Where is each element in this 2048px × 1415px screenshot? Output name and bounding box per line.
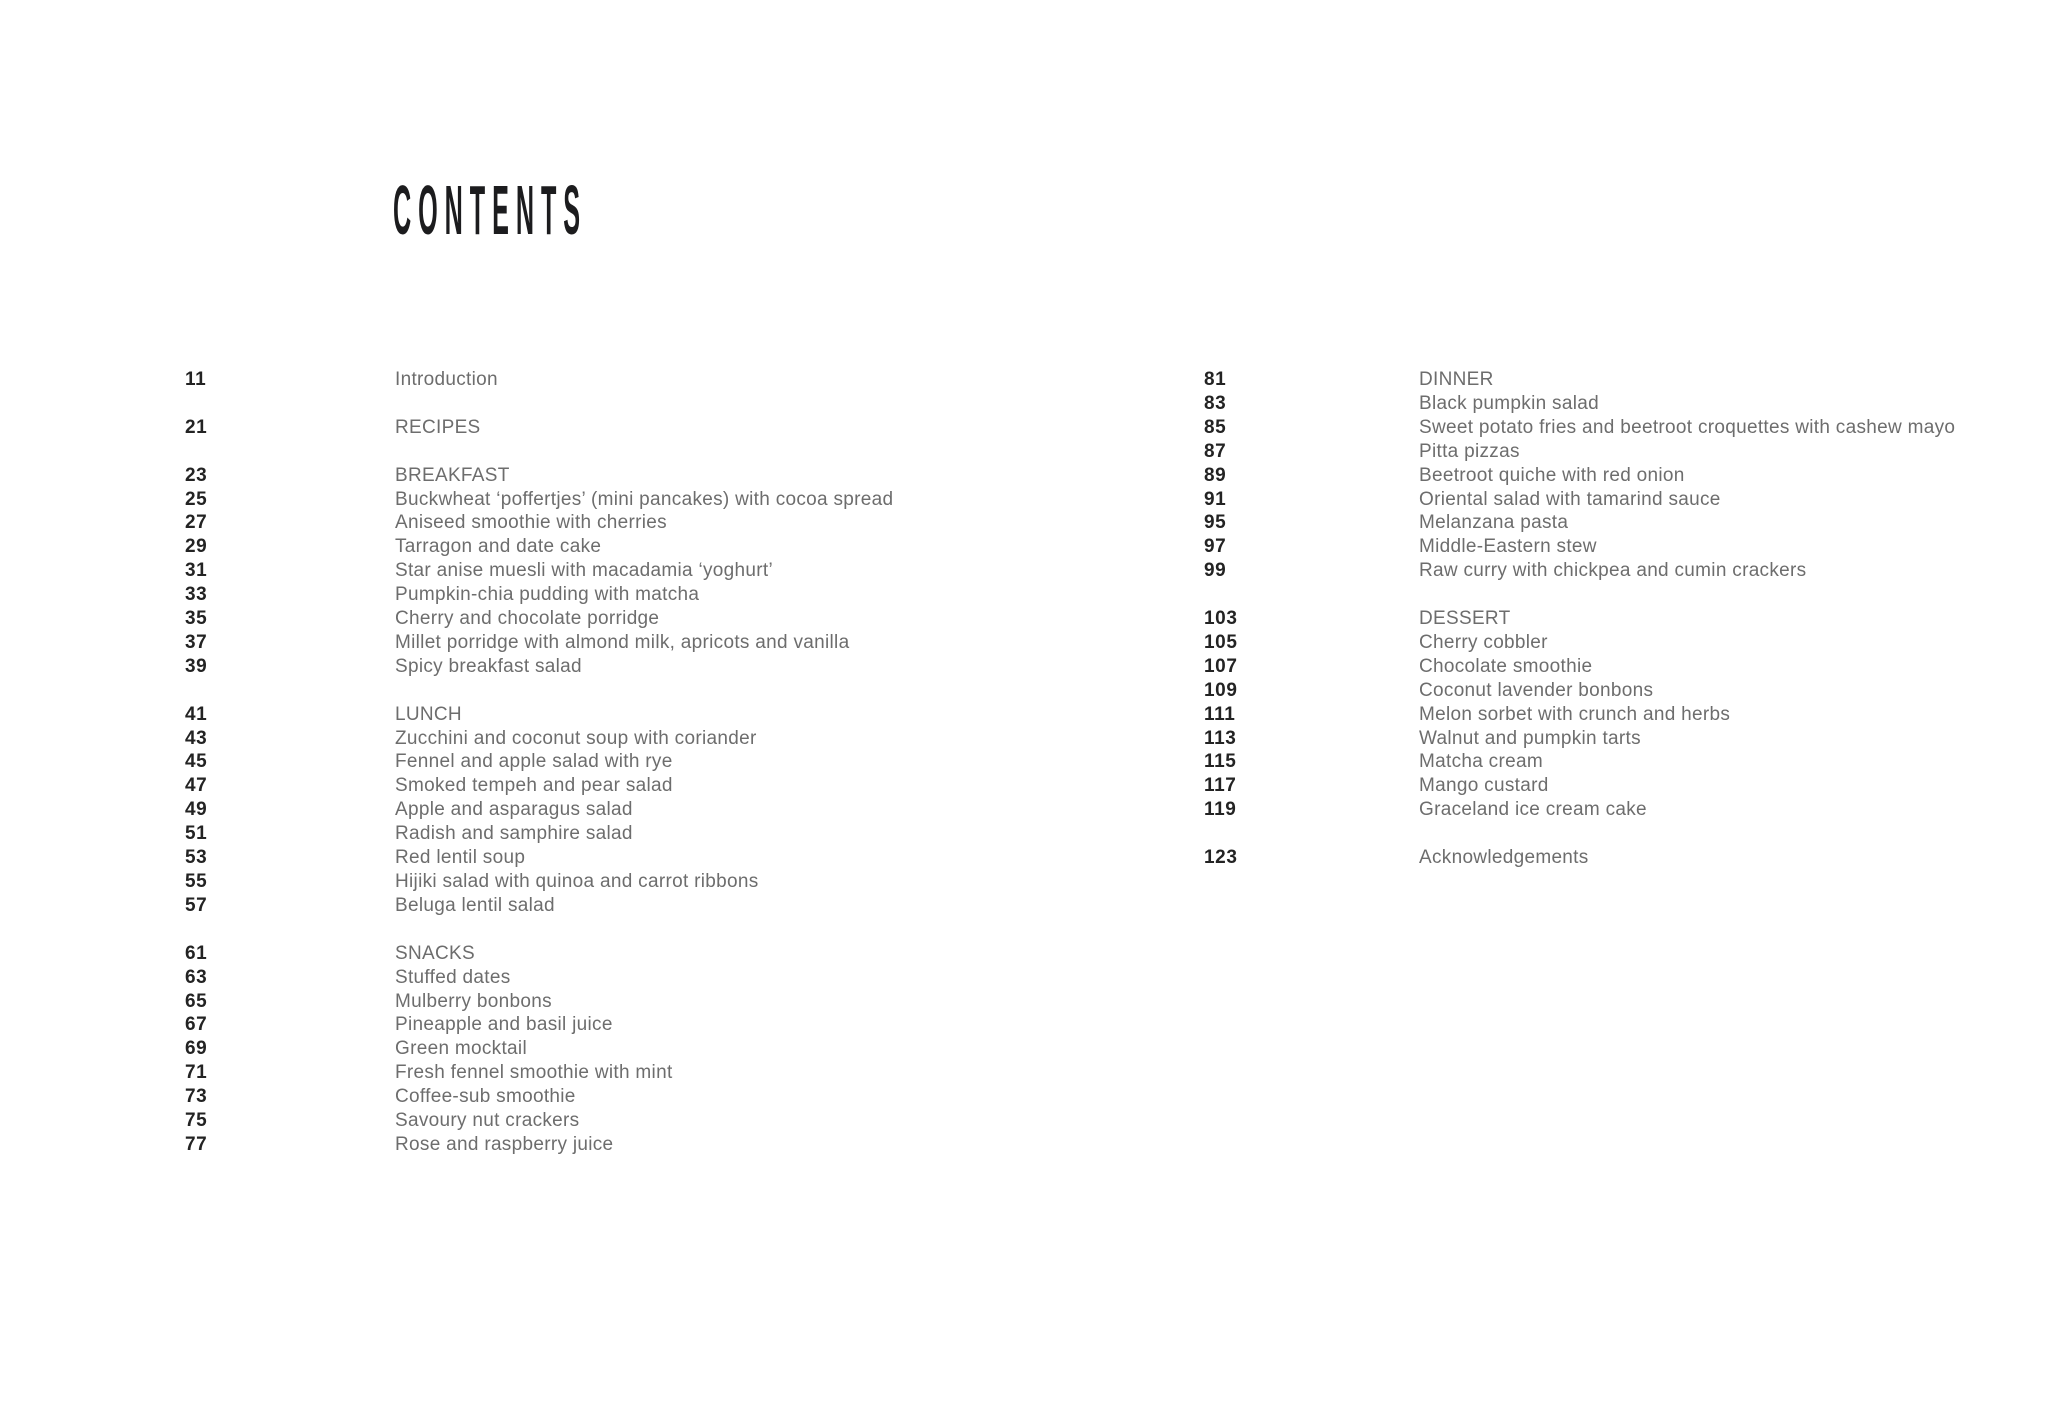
page-number: 51	[185, 823, 208, 845]
page-number: 89	[1204, 464, 1227, 486]
toc-row	[1204, 440, 1955, 464]
toc-row	[1204, 535, 1955, 559]
toc-column-right	[1204, 368, 1955, 870]
toc-entry-label: Oriental salad with tamarind sauce	[1419, 488, 1721, 510]
toc-entry-label: Hijiki salad with quinoa and carrot ribbons	[395, 870, 759, 892]
toc-row	[185, 727, 893, 751]
toc-row	[1204, 464, 1955, 488]
toc-entry-label: Pitta pizzas	[1419, 440, 1520, 462]
toc-entry-label: Pineapple and basil juice	[395, 1014, 613, 1036]
page-number: 47	[185, 775, 208, 797]
page-number: 65	[185, 990, 208, 1012]
page-number: 67	[185, 1014, 208, 1036]
toc-entry-label: Stuffed dates	[395, 966, 511, 988]
page-number: 107	[1204, 655, 1238, 677]
toc-entry-label: Spicy breakfast salad	[395, 655, 582, 677]
toc-entry-label: Raw curry with chickpea and cumin crackers	[1419, 560, 1807, 582]
toc-row	[185, 1061, 893, 1085]
toc-row	[1204, 798, 1955, 822]
page-number: 27	[185, 512, 208, 534]
toc-section-recipes	[185, 416, 893, 440]
page-number: 29	[185, 536, 208, 558]
toc-section-heading: RECIPES	[395, 416, 481, 438]
page-number: 49	[185, 799, 208, 821]
page-number: 61	[185, 942, 208, 964]
toc-entry-label: Middle-Eastern stew	[1419, 536, 1597, 558]
toc-entry-label: Beluga lentil salad	[395, 894, 555, 916]
page-number: 87	[1204, 440, 1227, 462]
toc-entry-label: Melanzana pasta	[1419, 512, 1569, 534]
page-number: 43	[185, 727, 208, 749]
toc-entry-label: Coffee-sub smoothie	[395, 1086, 576, 1108]
toc-entry-label: Aniseed smoothie with cherries	[395, 512, 667, 534]
toc-row	[185, 1013, 893, 1037]
toc-section-breakfast	[185, 464, 893, 679]
toc-entry-label: Sweet potato fries and beetroot croquettes with cashew mayo	[1419, 416, 1956, 438]
toc-row	[1204, 846, 1955, 870]
toc-entry-label: Rose and raspberry juice	[395, 1133, 614, 1155]
page-number: 97	[1204, 536, 1227, 558]
toc-row	[185, 990, 893, 1014]
toc-entry-label: Star anise muesli with macadamia ‘yoghurt’	[395, 560, 773, 582]
page-number: 69	[185, 1038, 208, 1060]
toc-row	[185, 870, 893, 894]
toc-entry-label: Green mocktail	[395, 1038, 527, 1060]
toc-entry-label: Black pumpkin salad	[1419, 392, 1599, 414]
toc-entry-label: Cherry and chocolate porridge	[395, 608, 660, 630]
page-number: 31	[185, 560, 208, 582]
toc-entry-label: Walnut and pumpkin tarts	[1419, 727, 1641, 749]
toc-entry-label: Beetroot quiche with red onion	[1419, 464, 1685, 486]
page-number: 39	[185, 655, 208, 677]
page-number: 75	[185, 1110, 208, 1132]
toc-row	[185, 1037, 893, 1061]
toc-row	[185, 1133, 893, 1157]
toc-row	[185, 774, 893, 798]
toc-row	[185, 511, 893, 535]
toc-row	[1204, 631, 1955, 655]
toc-row	[185, 464, 893, 488]
toc-entry-label: Tarragon and date cake	[395, 536, 602, 558]
toc-entry-label: Graceland ice cream cake	[1419, 799, 1647, 821]
toc-row	[1204, 679, 1955, 703]
toc-section-acknowledgements	[1204, 846, 1955, 870]
toc-row	[185, 798, 893, 822]
toc-row	[185, 1085, 893, 1109]
toc-entry-label: Apple and asparagus salad	[395, 799, 633, 821]
toc-section-snacks	[185, 942, 893, 1157]
page-number: 105	[1204, 631, 1238, 653]
page-number: 83	[1204, 392, 1227, 414]
toc-row	[1204, 559, 1955, 583]
toc-entry-label: Chocolate smoothie	[1419, 655, 1593, 677]
toc-row	[1204, 655, 1955, 679]
page-number: 103	[1204, 608, 1238, 630]
page-number: 109	[1204, 679, 1238, 701]
page-number: 57	[185, 894, 208, 916]
toc-section-heading: BREAKFAST	[395, 464, 510, 486]
toc-row	[1204, 750, 1955, 774]
toc-row	[1204, 774, 1955, 798]
toc-section-heading: DESSERT	[1419, 608, 1511, 630]
toc-row	[185, 631, 893, 655]
toc-row	[1204, 703, 1955, 727]
toc-row	[185, 488, 893, 512]
page-number: 11	[185, 369, 207, 390]
page-number: 111	[1204, 703, 1236, 725]
toc-entry-label: Matcha cream	[1419, 751, 1543, 773]
page-number: 33	[185, 584, 208, 606]
toc-row	[185, 894, 893, 918]
toc-row	[1204, 727, 1955, 751]
page-number: 119	[1204, 799, 1237, 821]
toc-entry-label: Mulberry bonbons	[395, 990, 552, 1012]
toc-entry-label: Fennel and apple salad with rye	[395, 751, 673, 773]
toc-row	[185, 607, 893, 631]
toc-row	[1204, 511, 1955, 535]
toc-row	[185, 942, 893, 966]
toc-row	[185, 535, 893, 559]
toc-entry-label: Buckwheat ‘poffertjes’ (mini pancakes) with cocoa spread	[395, 488, 894, 510]
page-number: 85	[1204, 416, 1227, 438]
toc-entry-label: Pumpkin-chia pudding with matcha	[395, 584, 700, 606]
toc-entry-label: Radish and samphire salad	[395, 823, 633, 845]
toc-row	[185, 1109, 893, 1133]
toc-section-introduction	[185, 368, 893, 392]
page-number: 45	[185, 751, 208, 773]
toc-section-heading: DINNER	[1419, 369, 1494, 390]
toc-entry-label: Acknowledgements	[1419, 847, 1589, 869]
toc-row	[1204, 392, 1955, 416]
toc-entry-label: Millet porridge with almond milk, apricots and vanilla	[395, 631, 850, 653]
page-number: 91	[1204, 488, 1227, 510]
page-number: 37	[185, 631, 208, 653]
toc-row	[185, 750, 893, 774]
toc-entry-label: Zucchini and coconut soup with coriander	[395, 727, 757, 749]
toc-entry-label: Melon sorbet with crunch and herbs	[1419, 703, 1731, 725]
page-number: 53	[185, 847, 208, 869]
page-number: 73	[185, 1086, 208, 1108]
page-number: 123	[1204, 847, 1238, 869]
toc-section-heading: LUNCH	[395, 703, 462, 725]
page-number: 117	[1204, 775, 1237, 797]
toc-entry-label: Mango custard	[1419, 775, 1549, 797]
page-number: 99	[1204, 560, 1227, 582]
toc-entry-label: Fresh fennel smoothie with mint	[395, 1062, 673, 1084]
toc-row	[185, 559, 893, 583]
page-number: 23	[185, 464, 208, 486]
page-number: 77	[185, 1133, 208, 1155]
page-number: 81	[1204, 369, 1227, 390]
toc-entry-label: Coconut lavender bonbons	[1419, 679, 1654, 701]
toc-entry-label: Cherry cobbler	[1419, 631, 1548, 653]
page-number: 115	[1204, 751, 1237, 773]
toc-section-dessert	[1204, 607, 1955, 822]
toc-row	[185, 583, 893, 607]
toc-row	[1204, 488, 1955, 512]
toc-row	[1204, 368, 1955, 392]
toc-row	[185, 966, 893, 990]
page-title: CONTENTS	[393, 172, 588, 250]
toc-row	[185, 368, 893, 392]
toc-row	[185, 655, 893, 679]
page-number: 41	[185, 703, 208, 725]
page-number: 21	[185, 416, 208, 438]
toc-entry-label: Introduction	[395, 369, 498, 390]
toc-row	[185, 822, 893, 846]
toc-row	[1204, 416, 1955, 440]
toc-section-dinner	[1204, 368, 1955, 583]
toc-row	[1204, 607, 1955, 631]
toc-column-left	[185, 368, 893, 1157]
toc-entry-label: Savoury nut crackers	[395, 1110, 580, 1132]
page-number: 95	[1204, 512, 1227, 534]
page-number: 25	[185, 488, 208, 510]
page-number: 63	[185, 966, 208, 988]
page-number: 71	[185, 1062, 208, 1084]
page-number: 55	[185, 870, 208, 892]
page-number: 113	[1204, 727, 1237, 749]
toc-row	[185, 416, 893, 440]
toc-row	[185, 703, 893, 727]
toc-section-heading: SNACKS	[395, 942, 475, 964]
toc-entry-label: Smoked tempeh and pear salad	[395, 775, 673, 797]
toc-entry-label: Red lentil soup	[395, 847, 526, 869]
page-number: 35	[185, 608, 208, 630]
toc-row	[185, 846, 893, 870]
toc-section-lunch	[185, 703, 893, 918]
